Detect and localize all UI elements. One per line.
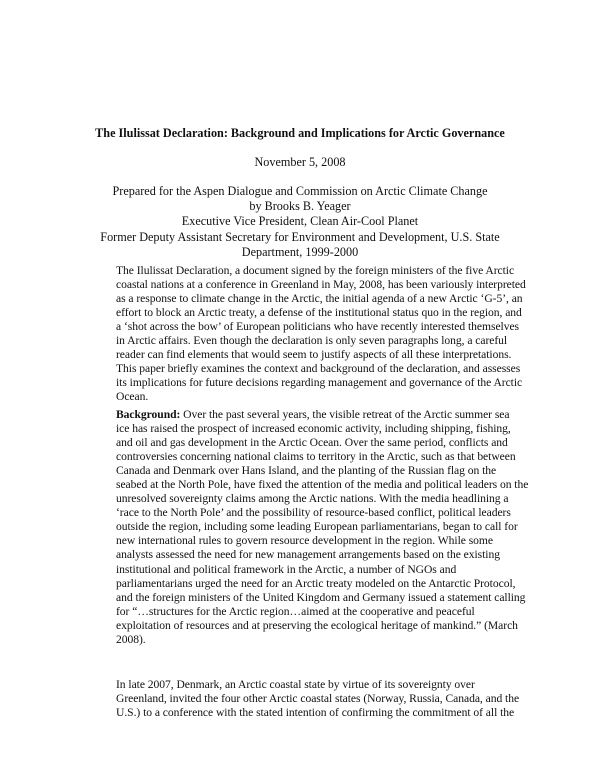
paragraph-line: ‘race to the North Pole’ and the possibility of resource-based conflict, political leaders bbox=[116, 506, 511, 520]
paragraph-line: for “…structures for the Arctic region…aimed at the cooperative and peaceful bbox=[116, 604, 475, 618]
paragraph-line: effort to block an Arctic treaty, a defense of the institutional status quo in the region, and bbox=[116, 306, 522, 320]
author-former-title-years-line: Department, 1999-2000 bbox=[241, 244, 359, 259]
paragraph-line: Greenland, invited the four other Arctic coastal states (Norway, Russia, Canada, and the bbox=[116, 692, 520, 706]
paragraph-line: U.S.) to a conference with the stated intention of confirming the commitment of all the bbox=[116, 706, 515, 720]
preparation-block bbox=[80, 184, 520, 260]
prepared-for-line: Prepared for the Aspen Dialogue and Commission on Arctic Climate Change bbox=[112, 184, 488, 198]
author-line: by Brooks B. Yeager bbox=[249, 199, 351, 214]
paragraph-line: and the foreign ministers of the United Kingdom and Germany issued a statement calling bbox=[116, 590, 526, 604]
background-first-line-text: Over the past several years, the visible retreat of the Arctic summer sea bbox=[180, 408, 510, 421]
paragraph-line: parliamentarians urged the need for an Arctic treaty modeled on the Antarctic Protocol, bbox=[116, 576, 516, 590]
paragraph-line: in Arctic affairs. Even though the declaration is only seven paragraphs long, a careful bbox=[116, 334, 508, 348]
paragraph-line: In late 2007, Denmark, an Arctic coastal state by virtue of its sovereignty over bbox=[116, 678, 475, 691]
paragraph-line: 2008). bbox=[116, 632, 146, 646]
paragraph-line: reader can find elements that would seem to justify aspects of all these interpretations. bbox=[116, 348, 512, 362]
paragraph-line bbox=[116, 408, 508, 422]
paragraph-line: exploitation of resources and at preserving the ecological heritage of mankind.” (March bbox=[116, 618, 518, 632]
conference-paragraph bbox=[116, 678, 520, 720]
author-title-line: Executive Vice President, Clean Air-Cool Planet bbox=[181, 214, 419, 229]
intro-paragraph bbox=[116, 264, 526, 404]
paragraph-line: its implications for future decisions regarding management and governance of the Arctic bbox=[116, 376, 523, 390]
paragraph-line: Ocean. bbox=[116, 390, 149, 404]
paragraph-line: new international rules to govern resource development in the region. While some bbox=[116, 534, 493, 548]
paragraph-line: seabed at the North Pole, have fixed the attention of the media and political leaders on the bbox=[116, 478, 529, 492]
paragraph-line: and oil and gas development in the Arctic Ocean. Over the same period, conflicts and bbox=[116, 436, 508, 450]
paragraph-line: The Ilulissat Declaration, a document signed by the foreign ministers of the five Arctic bbox=[116, 264, 515, 277]
paragraph-line: This paper briefly examines the context and background of the declaration, and assesses bbox=[116, 362, 521, 376]
document-title: The Ilulissat Declaration: Background and Implications for Arctic Governance bbox=[95, 126, 505, 140]
paragraph-line: Canada and Denmark over Hans Island, and the planting of the Russian flag on the bbox=[116, 464, 497, 478]
background-paragraph bbox=[116, 408, 529, 647]
paragraph-line: a ‘shot across the bow’ of European politicians who have recently interested themselves bbox=[116, 320, 520, 334]
paragraph-line: outside the region, including some leading European parliamentarians, began to call for bbox=[116, 520, 518, 534]
paragraph-line: analysts assessed the need for new management arrangements based on the existing bbox=[116, 548, 500, 562]
paragraph-line: controversies concerning national claims to territory in the Arctic, such as that between bbox=[116, 450, 516, 464]
background-heading: Background: bbox=[116, 408, 181, 421]
paragraph-line: coastal nations at a conference in Greenland in May, 2008, has been variously interpreted bbox=[116, 278, 526, 292]
paragraph-line: ice has raised the prospect of increased economic activity, including shipping, fishing, bbox=[116, 422, 511, 436]
paragraph-line: as a response to climate change in the Arctic, the initial agenda of a new Arctic ‘G-5’, an bbox=[116, 292, 523, 306]
paragraph-line: institutional and political framework in the Arctic, a number of NGOs and bbox=[116, 562, 457, 576]
paragraph-line: unresolved sovereignty claims among the Arctic nations. With the media headlining a bbox=[116, 492, 509, 506]
document-date: November 5, 2008 bbox=[254, 155, 346, 169]
author-former-title-line: Former Deputy Assistant Secretary for Environment and Development, U.S. State bbox=[100, 229, 500, 244]
